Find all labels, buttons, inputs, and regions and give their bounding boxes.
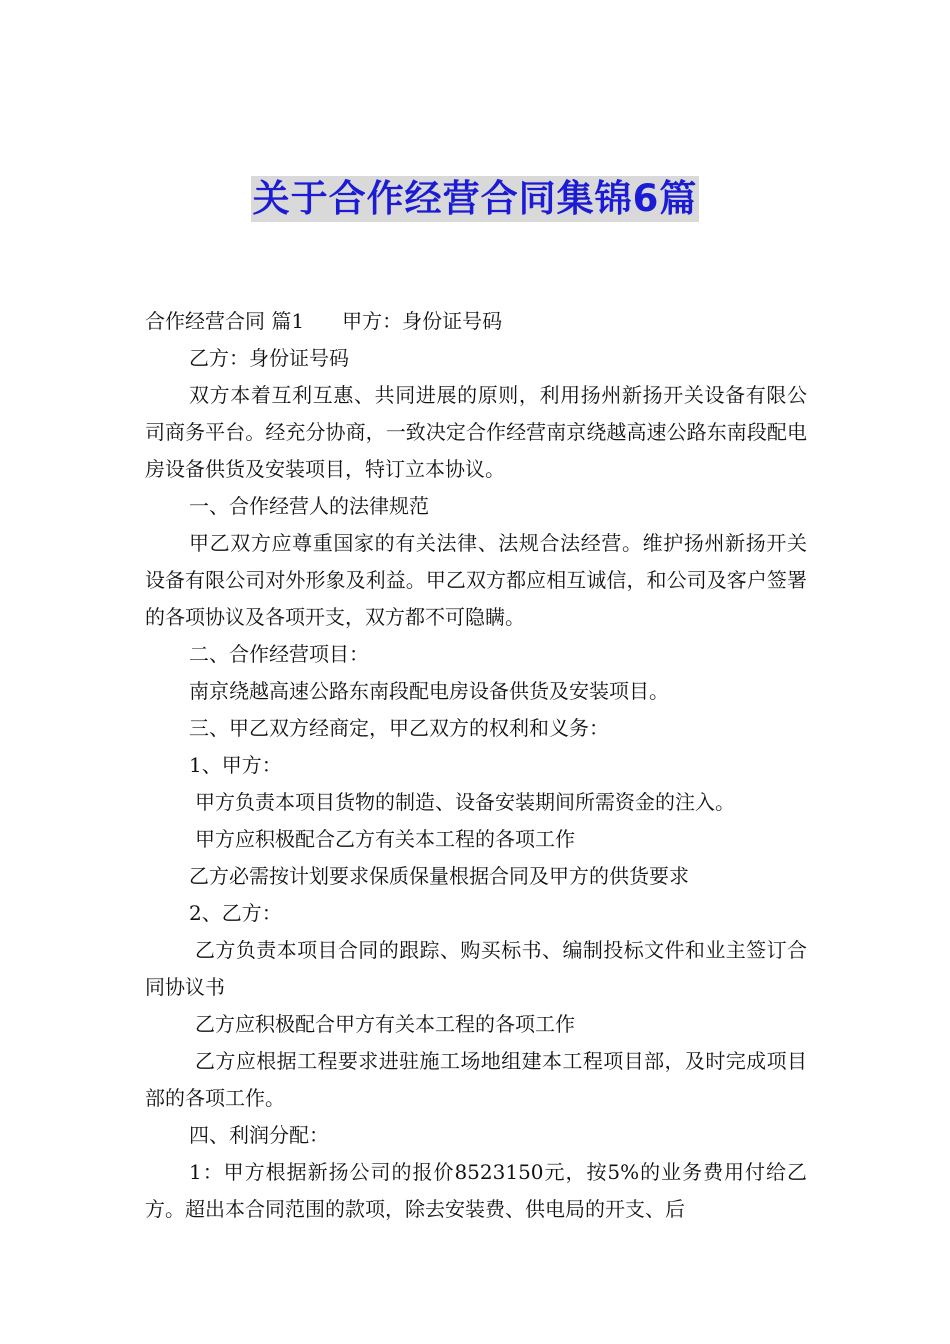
section-heading: 四、利润分配：: [189, 1123, 329, 1147]
paragraph: 南京绕越高速公路东南段配电房设备供货及安装项目。: [189, 679, 669, 703]
paragraph: 甲方应积极配合乙方有关本工程的各项工作: [195, 827, 575, 851]
paragraph: 乙方负责本项目合同的跟踪、购买标书、编制投标文件和业主签订合同协议书: [145, 938, 807, 999]
subsection-heading: 2、乙方：: [189, 901, 282, 925]
paragraph: 甲方负责本项目货物的制造、设备安装期间所需资金的注入。: [195, 790, 735, 814]
section-heading: 三、甲乙双方经商定，甲乙双方的权利和义务：: [189, 716, 609, 740]
contract-section-label: 合作经营合同 篇1: [145, 309, 305, 333]
paragraph: 1：甲方根据新扬公司的报价8523150元，按5%的业务费用付给乙方。超出本合同范围的款项，除去安装费、供电局的开支、后: [145, 1160, 807, 1221]
section-heading: 一、合作经营人的法律规范: [189, 494, 429, 518]
paragraph-heading-line: [145, 303, 807, 340]
title-container: [0, 176, 950, 222]
paragraph: 乙方必需按计划要求保质保量根据合同及甲方的供货要求: [189, 864, 689, 888]
paragraph: 乙方应积极配合甲方有关本工程的各项工作: [195, 1012, 575, 1036]
paragraph: 双方本着互利互惠、共同进展的原则，利用扬州新扬开关设备有限公司商务平台。经充分协商，一致决定合作经营南京绕越高速公路东南段配电房设备供货及安装项目，特订立本协议。: [145, 383, 807, 481]
party-a-id-line: 甲方：身份证号码: [342, 309, 503, 333]
paragraph: 甲乙双方应尊重国家的有关法律、法规合法经营。维护扬州新扬开关设备有限公司对外形象及利益。甲乙双方都应相互诚信，和公司及客户签署的各项协议及各项开支，双方都不可隐瞒。: [145, 531, 807, 629]
paragraph: 乙方：身份证号码: [189, 346, 349, 370]
document-body: [145, 303, 807, 1228]
document-title: 关于合作经营合同集锦6篇: [252, 177, 698, 220]
section-heading: 二、合作经营项目：: [189, 642, 369, 666]
paragraph: 乙方应根据工程要求进驻施工场地组建本工程项目部，及时完成项目部的各项工作。: [145, 1049, 807, 1110]
subsection-heading: 1、甲方：: [189, 753, 282, 777]
